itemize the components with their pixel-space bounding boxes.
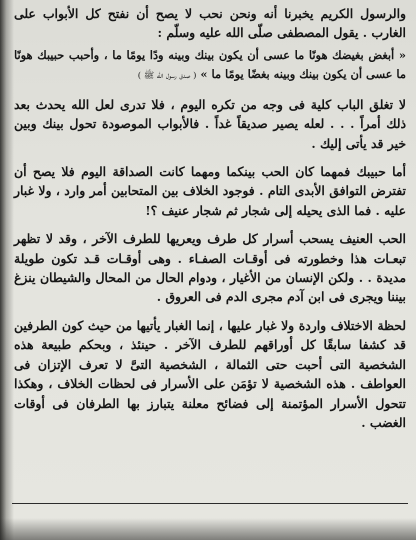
page-bottom-shadow — [0, 518, 416, 540]
page-text — [14, 4, 406, 435]
section-divider — [12, 503, 408, 504]
paragraph-intro: والرسول الكريم يخبرنا أنه ونحن نحب لا يصح أن نفتح كل الأبواب على الغارب . يقول المصطفى صلّى الله عليه وسلّم : — [14, 6, 406, 41]
paragraph-3: الحب العنيف يسحب أسرار كل طرف ويعريها للطرف الآخر ، وقد لا تظهر تبعـات هذا وخطورته فى أوقـات الصفـاء . وهى أوقـات قـد تكون طويلة مديدة . . ولكن الإنسان من الأغيار ، ودوام الحال من المحال والشيطان ينزغ بيننا ويجرى فى ابن آدم مجرى الدم فى العروق . — [14, 231, 406, 305]
hadith-quote — [14, 46, 406, 86]
paragraph-1: لا تغلق الباب كلية فى وجه من تكره اليوم ، فلا تدرى لعل الله يحدث بعد ذلك أمراً . . . لعله يصير صديقاً غداً . فالأبواب الموصودة تحول بينك وبين خير قد يأتى إليك . — [14, 96, 406, 151]
paragraph-2: أما حبيبك فمهما كان الحب بينكما ومهما كانت الصداقة اليوم فلا يصح أن تفترض التوافق الأبدى التام . فوجود الخلاف بين المتحابين أمر وارد ، ولا غبار عليه . فما الذى يحيله إلى شجار ثم شجار عنيف ؟! — [14, 164, 406, 218]
hadith-text: « أبغض بغيضك هونًا ما عسى أن يكون بينك وبينه ودًا يومًا ما ، وأحبب حبيبك هونًا ما عسى أن يكون بينك وبينه بغضًا يومًا ما » — [14, 47, 406, 81]
paragraph-4: لحظة الاختلاف واردة ولا غبار عليها ، إنما الغبار يأتيها من حيث كون الطرفين قد كشفا سابقًا كل أوراقهم للطرف الآخر . حينئذ ، وبحكم طبيعة هذه الشخصية التى أحبت حتى الثمالة ، الشخصية التىَّ لا تعرف الإتزان فى العواطف . هذه الشخصية لا تؤمَن على الأسرار فى لحظات الخلاف ، وهكذا تتحول الأسرار المؤتمنة إلى فضائح معلنة يتبارز بها الطرفان فى أوقات الغضب . — [14, 317, 406, 430]
page-edge-shadow — [0, 0, 14, 540]
hadith-source: ( صدق رسول الله ﷺ ) — [137, 70, 197, 81]
